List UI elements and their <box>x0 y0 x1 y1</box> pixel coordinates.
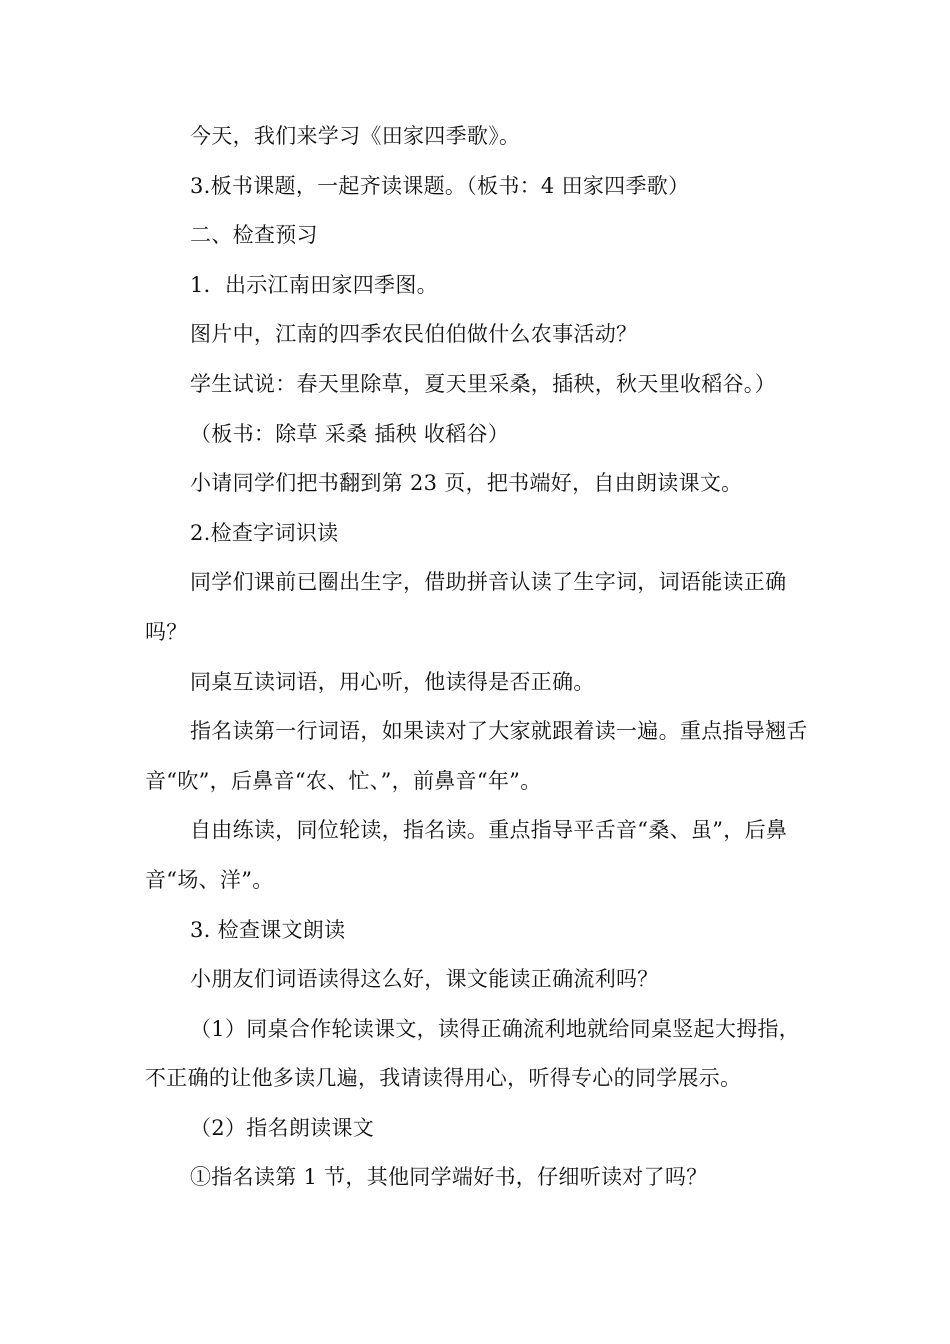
subheading-word-check: 2.检查字词识读 <box>190 520 339 545</box>
paragraph-4: 1．出示江南田家四季图。 <box>190 272 438 297</box>
paragraph-8: 小请同学们把书翻到第 23 页，把书端好，自由朗读课文。 <box>190 471 743 496</box>
document-body <box>145 112 810 1203</box>
paragraph-6: 学生试说：春天里除草，夏天里采桑，插秧，秋天里收稻谷。） <box>190 371 776 396</box>
paragraph-1: 今天，我们来学习《田家四季歌》。 <box>190 124 521 148</box>
paragraph-17: （2）指名朗读课文 <box>190 1115 375 1140</box>
paragraph-16: （1）同桌合作轮读课文，读得正确流利地就给同桌竖起大拇指，不正确的让他多读几遍，我请读得用心，听得专心的同学展示。 <box>145 1016 801 1091</box>
paragraph-18: ①指名读第 1 节，其他同学端好书，仔细听读对了吗？ <box>190 1165 708 1190</box>
paragraph-13: 自由练读，同位轮读，指名读。重点指导平舌音“桑、虽”，后鼻音“场、洋”。 <box>145 818 788 892</box>
paragraph-2: 3.板书课题，一起齐读课题。（板书：4 田家四季歌） <box>190 173 690 198</box>
paragraph-11: 同桌互读词语，用心听，他读得是否正确。 <box>190 669 595 694</box>
paragraph-12: 指名读第一行词语，如果读对了大家就跟着读一遍。重点指导翘舌音“吹”，后鼻音“农、忙、”，前鼻音“年”。 <box>145 719 808 793</box>
paragraph-7: （板书：除草 采桑 插秧 收稻谷） <box>190 421 510 446</box>
section-heading-check-preview: 二、检查预习 <box>190 223 318 248</box>
subheading-text-reading-check: 3. 检查课文朗读 <box>190 917 346 942</box>
paragraph-5: 图片中，江南的四季农民伯伯做什么农事活动？ <box>190 322 638 347</box>
paragraph-10: 同学们课前已圈出生字，借助拼音认读了生字词，词语能读正确吗？ <box>145 570 787 644</box>
paragraph-15: 小朋友们词语读得这么好，课文能读正确流利吗？ <box>190 967 659 992</box>
